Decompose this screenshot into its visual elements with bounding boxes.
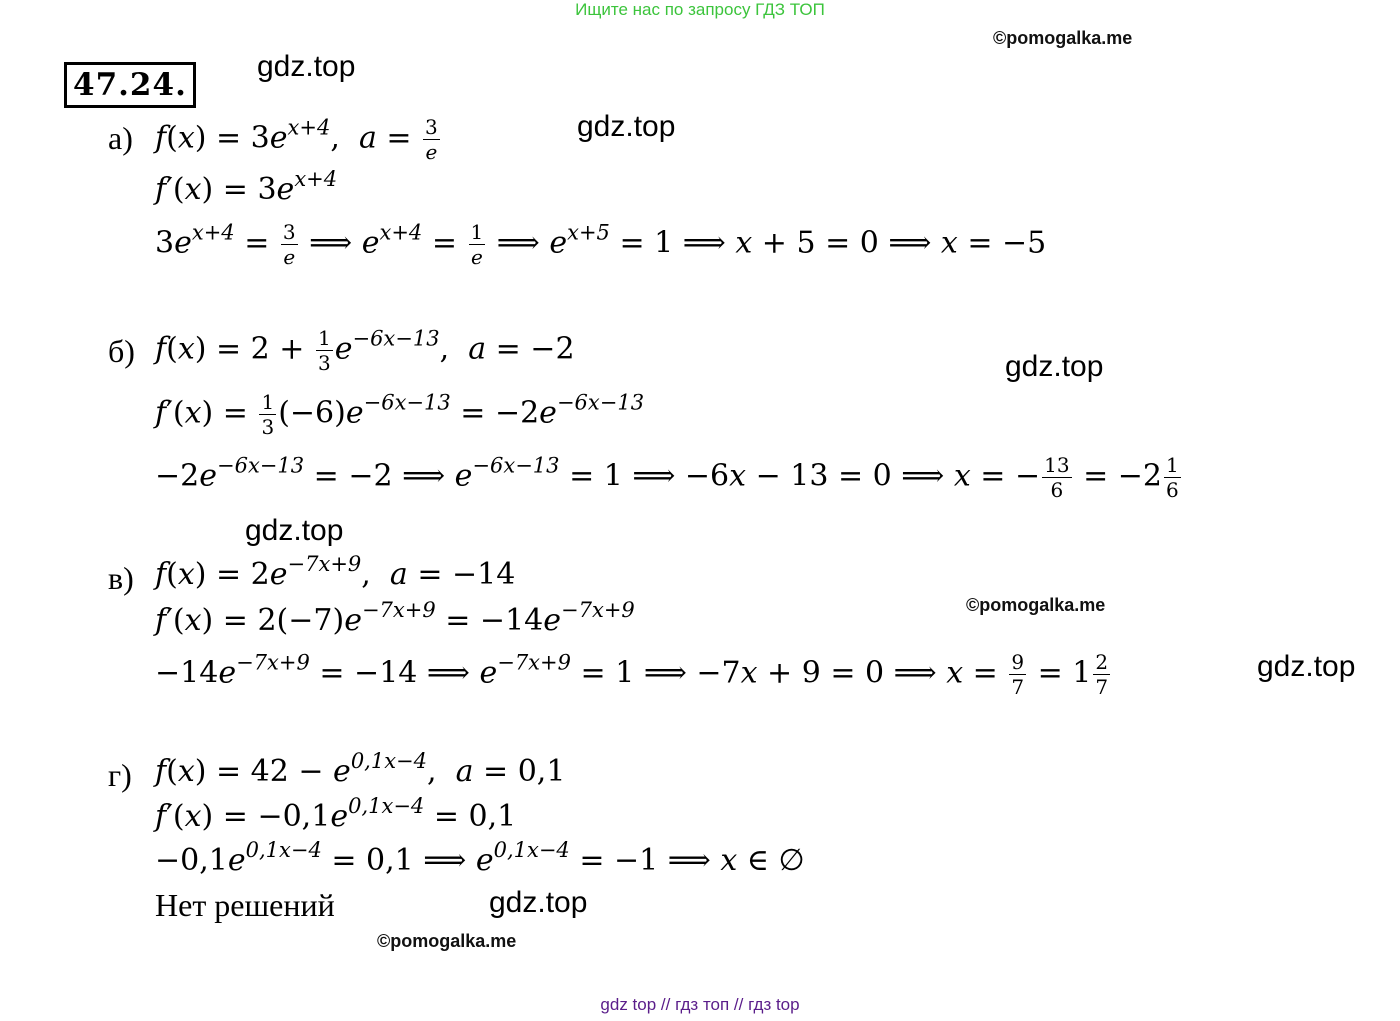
watermark: gdz.top — [245, 514, 344, 547]
math-line: $f(x) = 2e^{-7x+9}$, a = −14 — [155, 552, 516, 592]
math-line: f′(x) = $\frac{1}{3}$ $(-6)e^{-6x-13} = -2e^{-6x-13}$ — [155, 390, 645, 439]
math-line: $f'(x) = 3e^{x+4}$ — [155, 167, 338, 207]
part-label: б) — [108, 333, 135, 369]
watermark: gdz.top — [257, 50, 356, 83]
math-line: $f(x) = 3e^{x+4}$, a = $\frac{3}{e}$ — [155, 115, 438, 164]
math-line: $f(x) = 42 - e^{0,1x-4}$, a = 0,1 — [155, 749, 566, 789]
math-line: $-2e^{-6x-13} = -2$ ⟹ $e^{-6x-13} = 1$ ⟹ −6x − 13 = 0 ⟹ x = − $\frac{13}{6}$ = −2 $\frac{1}{6}$ — [155, 453, 1179, 502]
math-line: $f'(x) = -0,1e^{0,1x-4} = 0,1$ — [155, 794, 517, 834]
copyright-notice: ©pomogalka.me — [993, 28, 1133, 48]
problem-number: 47.24. — [64, 62, 196, 108]
search-banner: Ищите нас по запросу ГДЗ ТОП — [575, 0, 825, 19]
part-label: а) — [108, 120, 133, 156]
watermark: gdz.top — [1257, 650, 1356, 683]
conclusion-text: Нет решений — [155, 887, 335, 923]
copyright-notice: ©pomogalka.me — [377, 931, 517, 951]
copyright-notice: ©pomogalka.me — [966, 595, 1106, 615]
math-line: $-14e^{-7x+9} = -14$ ⟹ $e^{-7x+9} = 1$ ⟹ −7x + 9 = 0 ⟹ x = $\frac{9}{7}$ = 1 $\frac{2}{7}$ — [155, 650, 1109, 699]
math-line: f(x) = 2 + $\frac{1}{3}$ $e^{-6x-13}$, a = −2 — [155, 326, 575, 375]
part-label: в) — [108, 560, 134, 596]
watermark: gdz.top — [1005, 350, 1104, 383]
math-line: $f'(x) = 2(-7)e^{-7x+9} = -14e^{-7x+9}$ — [155, 598, 635, 638]
footer-links[interactable]: gdz top // гдз топ // гдз top — [600, 995, 800, 1014]
part-label: г) — [108, 757, 132, 793]
watermark: gdz.top — [577, 110, 676, 143]
math-line: $3e^{x+4}$ = $\frac{3}{e}$ ⟹ $e^{x+4}$ = $\frac{1}{e}$ ⟹ $e^{x+5} = 1$ ⟹ x + 5 = 0 ⟹ x = −5 — [155, 220, 1047, 269]
math-line: $-0,1e^{0,1x-4} = 0,1$ ⟹ $e^{0,1x-4} = -1$ ⟹ x ∈ ∅ — [155, 838, 805, 878]
watermark: gdz.top — [489, 886, 588, 919]
